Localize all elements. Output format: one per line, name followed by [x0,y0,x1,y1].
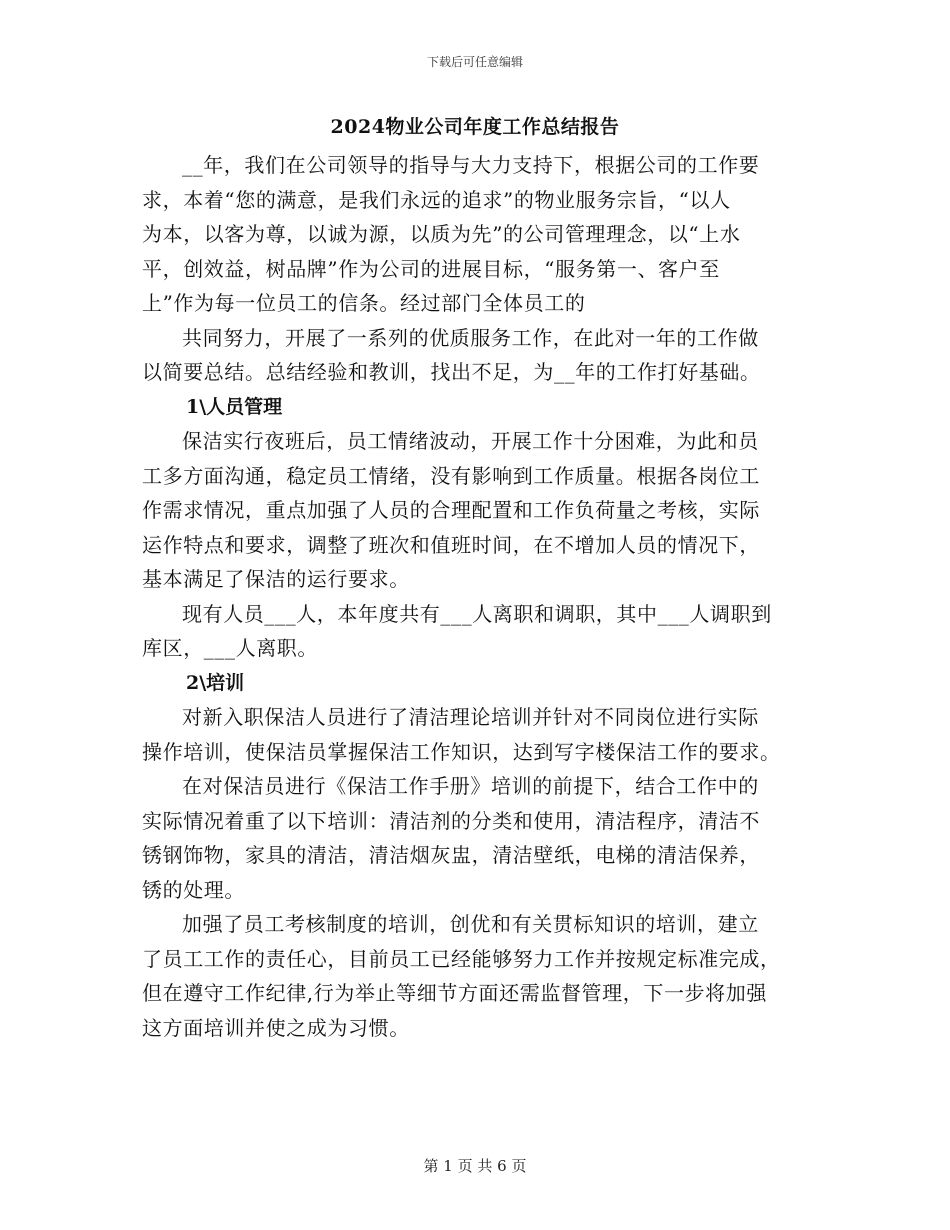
text-line: 运作特点和要求，调整了班次和值班时间，在不增加人员的情况下， [142,532,760,557]
text-line: 共同努力，开展了一系列的优质服务工作，在此对一年的工作做 [182,325,759,350]
text-line: 了员工工作的责任心，目前员工已经能够努力工作并按规定标准完成， [142,946,781,971]
section-heading-staff-management: 1\人员管理 [186,395,283,418]
text-line: 这方面培训并使之成为习惯。 [142,1015,410,1040]
text-line: 求，本着“您的满意，是我们永远的追求”的物业服务宗旨，“以人 [142,187,731,212]
header-note: 下载后可任意编辑 [426,55,523,69]
text-line: 加强了员工考核制度的培训，创优和有关贯标知识的培训，建立 [182,912,759,936]
document-title: 2024物业公司年度工作总结报告 [330,116,620,138]
intro-paragraph-2 [142,321,822,390]
text-line: 以简要总结。总结经验和教训，找出不足，为__年的工作打好基础。 [142,360,761,384]
text-line: 锈钢饰物，家具的清洁，清洁烟灰盅，清洁壁纸，电梯的清洁保养， [142,843,760,867]
text-line: 库区，___人离职。 [142,636,318,660]
page-number: 第 1 页 共 6 页 [423,1157,527,1175]
text-line: __年，我们在公司领导的指导与大力支持下，根据公司的工作要 [182,153,760,177]
text-line: 操作培训，使保洁员掌握保洁工作知识，达到写字楼保洁工作的要求。 [142,739,781,764]
training-paragraph-2 [142,769,822,907]
text-line: 作需求情况，重点加强了人员的合理配置和工作负荷量之考核，实际 [142,498,760,522]
text-line: 为本，以客为尊，以诚为源，以质为先”的公司管理理念，以“上水 [142,222,741,246]
intro-paragraph [142,148,822,321]
training-paragraph-3 [142,907,822,1045]
text-line: 现有人员___人，本年度共有___人离职和调职，其中___人调职到 [182,601,772,626]
document-body [142,148,822,1045]
section-heading-training: 2\培训 [186,671,245,694]
text-line: 在对保洁员进行《保洁工作手册》培训的前提下，结合工作中的 [182,774,759,798]
text-line: 基本满足了保洁的运行要求。 [142,567,410,591]
staff-paragraph-1 [142,424,822,597]
text-line: 对新入职保洁人员进行了清洁理论培训并针对不同岗位进行实际 [182,705,759,729]
training-paragraph-1 [142,700,822,769]
text-line: 但在遵守工作纪律,行为举止等细节方面还需监督管理，下一步将加强 [142,981,767,1005]
text-line: 工多方面沟通，稳定员工情绪，没有影响到工作质量。根据各岗位工 [142,463,760,488]
text-line: 平，创效益，树品牌”作为公司的进展目标，“服务第一、客户至 [142,256,720,281]
text-line: 保洁实行夜班后，员工情绪波动，开展工作十分困难，为此和员 [182,429,759,453]
text-line: 锈的处理。 [142,877,245,902]
text-line: 上”作为每一位员工的信条。经过部门全体员工的 [142,291,586,315]
staff-paragraph-2 [142,597,822,666]
text-line: 实际情况着重了以下培训：清洁剂的分类和使用，清洁程序，清洁不 [142,808,760,833]
